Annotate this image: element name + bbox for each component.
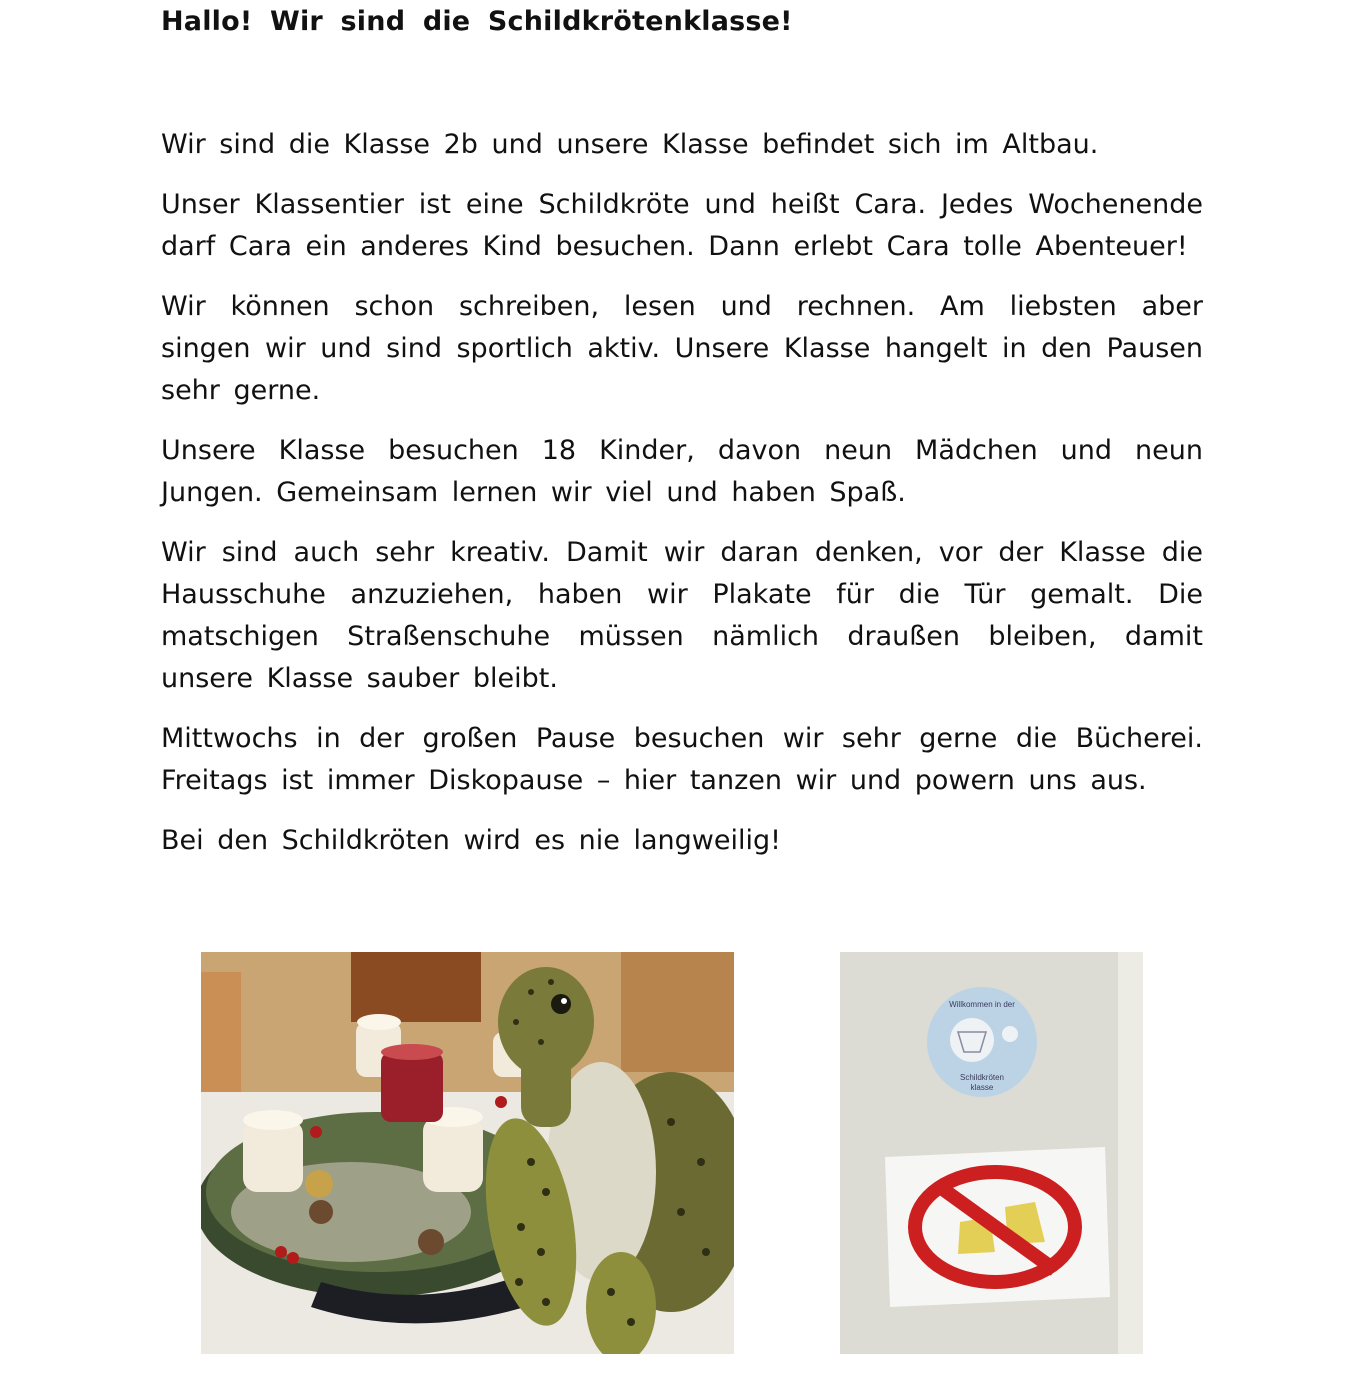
door-sign-bottom-text-2: klasse (970, 1083, 994, 1092)
paragraph-skills: Wir können schon schreiben, lesen und rechnen. Am liebsten aber singen wir und sind sportlich aktiv. Unsere Klasse hangelt in den Pausen sehr gerne. (161, 291, 1203, 406)
paragraph-class-location: Wir sind die Klasse 2b und unsere Klasse befindet sich im Altbau. (161, 129, 1099, 160)
door-sign-top-text: Willkommen in der (949, 1000, 1015, 1009)
paragraph-children: Unsere Klasse besuchen 18 Kinder, davon neun Mädchen und neun Jungen. Gemeinsam lernen wir viel und haben Spaß. (161, 435, 1203, 508)
turtle-wreath-photo (201, 952, 734, 1354)
paragraph-closing: Bei den Schildkröten wird es nie langweilig! (161, 825, 781, 856)
page-title: Hallo! Wir sind die Schildkrötenklasse! (161, 6, 793, 37)
article-body (161, 124, 1203, 880)
door-poster-photo (840, 952, 1143, 1354)
paragraph-weekly: Mittwochs in der großen Pause besuchen wir sehr gerne die Bücherei. Freitags ist immer Diskopause – hier tanzen wir und powern uns aus. (161, 723, 1203, 796)
door-sign-bottom-text-1: Schildkröten (959, 1073, 1005, 1082)
paragraph-class-pet: Unser Klassentier ist eine Schildkröte und heißt Cara. Jedes Wochenende darf Cara ein anderes Kind besuchen. Dann erlebt Cara tolle Abenteuer! (161, 189, 1203, 262)
paragraph-creative: Wir sind auch sehr kreativ. Damit wir daran denken, vor der Klasse die Hausschuhe anzuziehen, haben wir Plakate für die Tür gemalt. Die matschigen Straßenschuhe müssen nämlich draußen bleiben, damit unsere Klasse sauber bleibt. (161, 537, 1203, 694)
